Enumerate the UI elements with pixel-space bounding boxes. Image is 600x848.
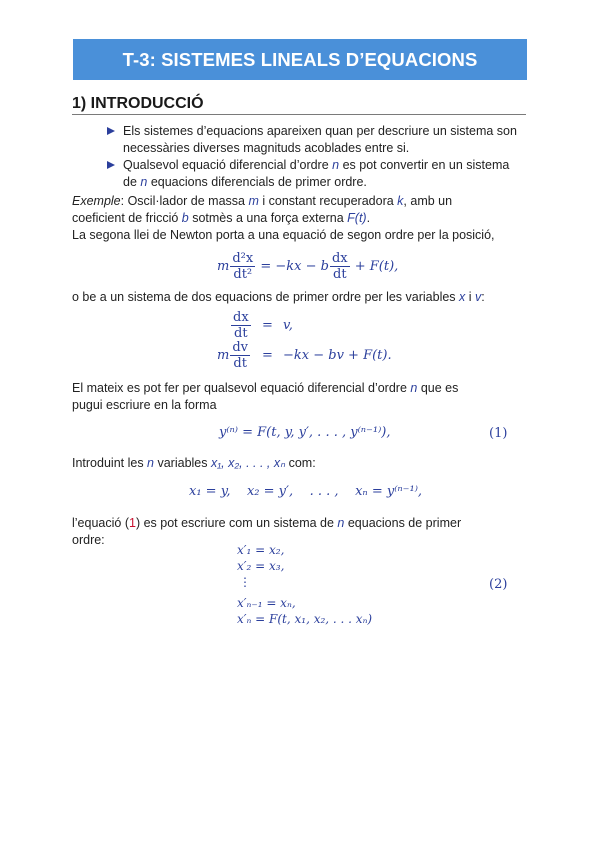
section-title: 1) INTRODUCCIÓ xyxy=(72,95,204,112)
bullet-2-line-2: de n equacions diferencials de primer ordre. xyxy=(123,175,367,189)
bullet-1-line-2: necessàries diverses magnituds acoblades entre si. xyxy=(123,141,410,155)
system-n-row: ⋮ xyxy=(239,575,251,589)
system-n-row: x′₂ = x₃, xyxy=(237,559,285,573)
paragraph-system-line-1: l’equació (1) es pot escriure com un sistema de n equacions de primer xyxy=(72,516,462,530)
bullet-2-line-1: Qualsevol equació diferencial d’ordre n es pot convertir en un sistema xyxy=(123,158,510,172)
bullet-arrow-icon xyxy=(107,127,115,135)
system-n-row: x′₁ = x₂, xyxy=(237,543,285,557)
system-n-row: x′ₙ = F(t, x₁, x₂, . . . xₙ) xyxy=(237,612,373,626)
equation-2-number: (2) xyxy=(489,577,508,592)
paragraph-same-line-1: El mateix es pot fer per qualsevol equació diferencial d’ordre n que es xyxy=(72,381,459,395)
equation-1: y⁽ⁿ⁾ = F(t, y, y′, . . . , y⁽ⁿ⁻¹⁾), xyxy=(219,425,391,440)
system-row-2-eq: = xyxy=(262,348,273,363)
equation-definitions: x₁ = y, x₂ = y′, . . . , xₙ = y⁽ⁿ⁻¹⁾, xyxy=(189,484,423,499)
equation-newton: m $\frac{\text{d²x}}{\text{dt²}}$ = −kx − b $\frac{dx}{dt}$ + F(t), xyxy=(217,251,399,282)
paragraph-two-equations: o be a un sistema de dos equacions de primer ordre per les variables x i v: xyxy=(72,290,485,304)
paragraph-same-line-2: pugui escriure en la forma xyxy=(72,398,217,412)
page-title: T-3: SISTEMES LINEALS D’EQUACIONS xyxy=(122,48,478,70)
example-line-3: La segona llei de Newton porta a una equació de segon ordre per la posició, xyxy=(72,228,495,242)
header-bar xyxy=(73,39,527,80)
bullet-arrow-icon xyxy=(107,161,115,169)
system-row-2: m $\frac{dv}{dt}$ xyxy=(217,340,248,371)
section-underline xyxy=(72,114,526,115)
system-row-1-eq: = xyxy=(262,318,273,333)
equation-1-number: (1) xyxy=(489,426,508,441)
example-line-1: Exemple: Oscil·lador de massa m i constant recuperadora k, amb un xyxy=(72,194,453,208)
system-row-1: $\frac{dx}{dt}$ xyxy=(233,310,249,341)
bullet-1-line-1: Els sistemes d’equacions apareixen quan per descriure un sistema son xyxy=(123,124,517,138)
paragraph-variables: Introduint les n variables x₁, x₂, . . . , xₙ com: xyxy=(72,456,316,470)
paragraph-system-line-2: ordre: xyxy=(72,533,105,547)
example-line-2: coeficient de fricció b sotmès a una força externa F(t). xyxy=(72,211,371,225)
system-row-1-rhs: v, xyxy=(283,318,293,333)
system-n-row: x′ₙ₋₁ = xₙ, xyxy=(237,596,296,610)
system-row-2-rhs: −kx − bv + F(t). xyxy=(283,348,392,363)
